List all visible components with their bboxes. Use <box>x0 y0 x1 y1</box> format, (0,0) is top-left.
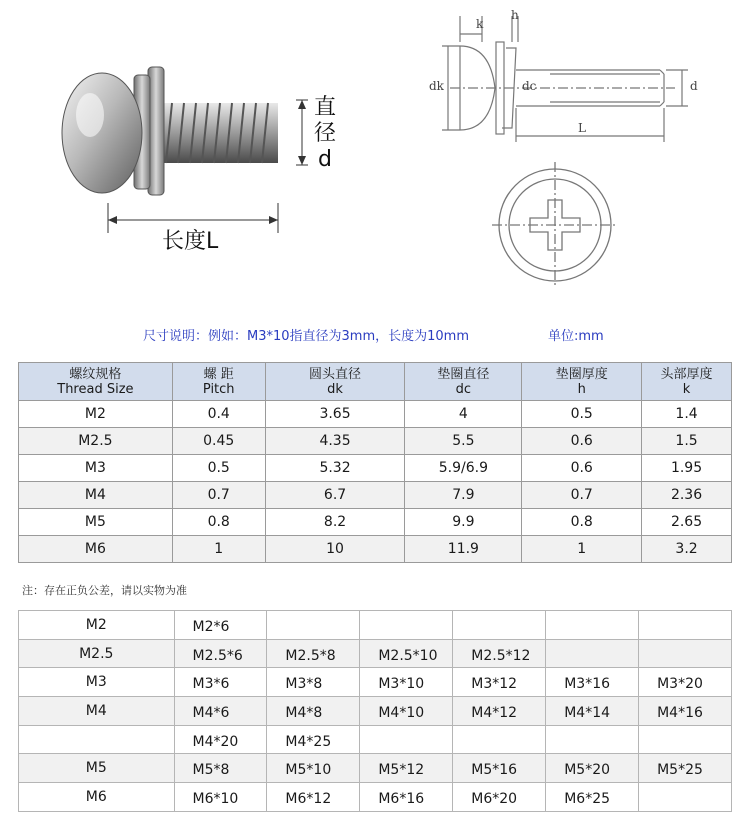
size-option-cell <box>546 611 639 640</box>
drawing-label-d: d <box>690 79 698 93</box>
cell: 1 <box>522 536 642 563</box>
cell: 7.9 <box>405 482 522 509</box>
size-option-cell: M5*10 <box>267 754 360 783</box>
technical-drawing-front <box>490 160 620 290</box>
cell: 6.7 <box>265 482 405 509</box>
cell: M2.5 <box>19 428 173 455</box>
caption-example: 尺寸说明：例如：M3*10指直径为3mm，长度为10mm <box>143 329 469 344</box>
size-combination-table <box>18 610 732 812</box>
size-option-cell: M4*6 <box>174 697 267 726</box>
thread-size-cell: M2 <box>19 611 175 640</box>
table-row <box>19 754 732 783</box>
size-option-cell <box>639 639 732 668</box>
cell: 1.4 <box>642 401 732 428</box>
tolerance-note: 注：存在正负公差，请以实物为准 <box>22 584 187 597</box>
drawing-label-h: h <box>511 8 519 22</box>
cell: 0.4 <box>172 401 265 428</box>
size-option-cell: M4*16 <box>639 697 732 726</box>
table-row <box>19 639 732 668</box>
size-option-cell: M2.5*12 <box>453 639 546 668</box>
size-option-cell <box>360 725 453 754</box>
size-option-cell: M4*10 <box>360 697 453 726</box>
header-pitch: 螺 距 Pitch <box>172 363 265 401</box>
cell: 0.5 <box>522 401 642 428</box>
cell: 0.5 <box>172 455 265 482</box>
cell: 4 <box>405 401 522 428</box>
cell: 2.65 <box>642 509 732 536</box>
size-option-cell: M4*8 <box>267 697 360 726</box>
size-option-cell <box>453 725 546 754</box>
cell: 5.9/6.9 <box>405 455 522 482</box>
size-option-cell <box>453 611 546 640</box>
size-option-cell: M3*10 <box>360 668 453 697</box>
cell: 3.65 <box>265 401 405 428</box>
cell: M6 <box>19 536 173 563</box>
cell: 2.36 <box>642 482 732 509</box>
cell: M5 <box>19 509 173 536</box>
table-row <box>19 725 732 754</box>
diameter-label-1: 直 <box>314 95 337 120</box>
table-row <box>19 482 732 509</box>
thread-size-cell: M4 <box>19 697 175 726</box>
thread-size-cell: M5 <box>19 754 175 783</box>
drawing-label-L: L <box>578 121 586 135</box>
cell: 4.35 <box>265 428 405 455</box>
header-k: 头部厚度 k <box>642 363 732 401</box>
cell: 1.5 <box>642 428 732 455</box>
table-row <box>19 697 732 726</box>
size-option-cell: M3*16 <box>546 668 639 697</box>
cell: 0.7 <box>172 482 265 509</box>
drawing-label-k: k <box>476 17 484 31</box>
size-option-cell <box>360 611 453 640</box>
size-option-cell: M3*20 <box>639 668 732 697</box>
size-option-cell: M5*20 <box>546 754 639 783</box>
header-h: 垫圈厚度 h <box>522 363 642 401</box>
cell: 0.8 <box>522 509 642 536</box>
diameter-label-2: 径 <box>314 121 337 146</box>
size-option-cell: M2.5*8 <box>267 639 360 668</box>
cell: 5.5 <box>405 428 522 455</box>
size-option-cell <box>546 725 639 754</box>
table-row <box>19 428 732 455</box>
table-row <box>19 536 732 563</box>
cell: 1.95 <box>642 455 732 482</box>
size-option-cell: M2.5*10 <box>360 639 453 668</box>
size-option-cell: M6*25 <box>546 783 639 812</box>
cell: 0.7 <box>522 482 642 509</box>
cell: M4 <box>19 482 173 509</box>
technical-drawing-side <box>420 8 710 148</box>
size-option-cell: M5*16 <box>453 754 546 783</box>
table-row <box>19 783 732 812</box>
size-option-cell <box>546 639 639 668</box>
size-option-cell: M4*25 <box>267 725 360 754</box>
size-option-cell: M4*14 <box>546 697 639 726</box>
size-option-cell: M2.5*6 <box>174 639 267 668</box>
table-row <box>19 455 732 482</box>
caption-unit: 单位:mm <box>548 329 604 344</box>
size-option-cell <box>639 725 732 754</box>
size-option-cell: M3*8 <box>267 668 360 697</box>
thread-size-cell: M6 <box>19 783 175 812</box>
diameter-label-3: d <box>318 147 332 172</box>
table-row <box>19 509 732 536</box>
size-option-cell: M2*6 <box>174 611 267 640</box>
cell: 8.2 <box>265 509 405 536</box>
spec-table <box>18 362 732 563</box>
cell: 9.9 <box>405 509 522 536</box>
size-option-cell: M6*20 <box>453 783 546 812</box>
size-option-cell <box>267 611 360 640</box>
size-option-cell: M6*16 <box>360 783 453 812</box>
size-option-cell <box>639 783 732 812</box>
size-option-cell: M6*12 <box>267 783 360 812</box>
size-option-cell <box>639 611 732 640</box>
size-option-cell: M5*8 <box>174 754 267 783</box>
thread-size-cell: M3 <box>19 668 175 697</box>
cell: 0.8 <box>172 509 265 536</box>
cell: 0.45 <box>172 428 265 455</box>
size-option-cell: M3*12 <box>453 668 546 697</box>
size-option-cell: M5*25 <box>639 754 732 783</box>
length-label: 长度L <box>162 229 219 254</box>
cell: 5.32 <box>265 455 405 482</box>
thread-size-cell <box>19 725 175 754</box>
size-option-cell: M6*10 <box>174 783 267 812</box>
header-thread-size: 螺纹规格 Thread Size <box>19 363 173 401</box>
cell: M2 <box>19 401 173 428</box>
size-option-cell: M4*20 <box>174 725 267 754</box>
cell: M3 <box>19 455 173 482</box>
thread-size-cell: M2.5 <box>19 639 175 668</box>
cell: 0.6 <box>522 455 642 482</box>
table-row <box>19 668 732 697</box>
header-dc: 垫圈直径 dc <box>405 363 522 401</box>
size-option-cell: M5*12 <box>360 754 453 783</box>
cell: 0.6 <box>522 428 642 455</box>
illustration-area <box>0 0 750 320</box>
table-row <box>19 611 732 640</box>
size-option-cell: M3*6 <box>174 668 267 697</box>
spec-header-row <box>19 363 732 401</box>
drawing-label-dk: dk <box>429 79 444 93</box>
cell: 10 <box>265 536 405 563</box>
drawing-label-dc: dc <box>522 79 537 93</box>
cell: 11.9 <box>405 536 522 563</box>
cell: 3.2 <box>642 536 732 563</box>
table-row <box>19 401 732 428</box>
size-option-cell: M4*12 <box>453 697 546 726</box>
cell: 1 <box>172 536 265 563</box>
header-dk: 圆头直径 dk <box>265 363 405 401</box>
